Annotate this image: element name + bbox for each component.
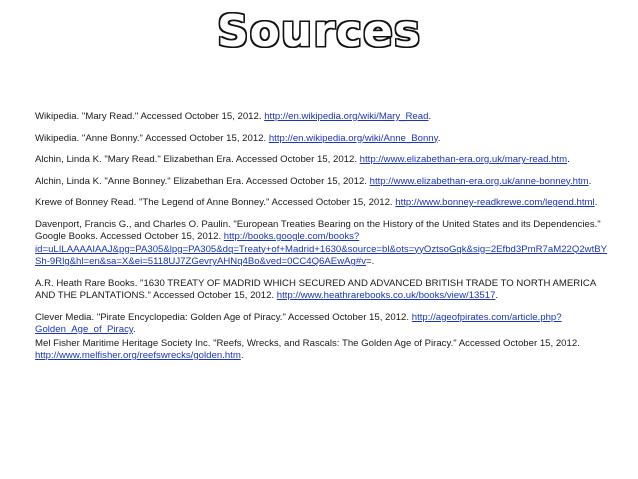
reference-text: Mel Fisher Maritime Heritage Society Inc. "Reefs, Wrecks, and Rascals: The Golden Age of Piracy." Accessed October 15, 2012. [35, 337, 580, 349]
reference-text: Davenport, Francis G., and Charles O. Paulin. "European Treaties Bearing on the History of the United States and its Dependencies." Google Books. Accessed October 15, 2012. [35, 218, 601, 242]
reference-item [35, 312, 610, 337]
reference-link[interactable]: http://ageofpirates.com/article.php?Golden_Age_of_Piracy [35, 311, 562, 335]
reference-link[interactable]: http://www.bonney-readkrewe.com/legend.html [395, 197, 595, 208]
reference-link[interactable]: http://www.elizabethan-era.org.uk/mary-read.htm [359, 154, 568, 165]
reference-item [35, 219, 610, 269]
reference-link[interactable]: http://www.heathrarebooks.co.uk/books/view/13517 [276, 290, 496, 301]
reference-item [35, 133, 610, 146]
reference-item [35, 176, 610, 189]
reference-tail: . [594, 197, 598, 208]
reference-tail: . [428, 111, 432, 122]
title-container [0, 6, 638, 58]
reference-item [35, 154, 610, 167]
reference-text: Krewe of Bonney Read. "The Legend of Anne Bonney." Accessed October 15, 2012. [35, 197, 396, 208]
reference-link[interactable]: http://en.wikipedia.org/wiki/Mary_Read [264, 111, 429, 122]
reference-tail: . [437, 132, 441, 144]
reference-text: Wikipedia. "Anne Bonny." Accessed October 15, 2012. [35, 132, 269, 144]
reference-text: Alchin, Linda K. "Mary Read." Elizabethan Era. Accessed October 15, 2012. [35, 154, 360, 165]
reference-tail: . [132, 324, 136, 335]
reference-tail: . [240, 350, 244, 361]
reference-link[interactable]: http://books.google.com/books?id=uLILAAAAIAAJ&pg=PA305&lpg=PA305&dq=Treaty+of+Madrid+1630&source=bl&ots=yyOztsoGqk&sig=2Efbd3PmR7aM22Q2wtBYSh-9Rlg&hl=en&sa=X&ei=5118UJ7ZGevryAHNq4Bo&ved=0CC4Q6AEwAg#v [35, 231, 608, 267]
reference-item [35, 278, 610, 303]
reference-link[interactable]: http://www.elizabethan-era.org.uk/anne-bonney.htm [369, 175, 589, 187]
reference-tail: . [588, 175, 592, 187]
reference-text: Alchin, Linda K. "Anne Bonney." Elizabethan Era. Accessed October 15, 2012. [35, 175, 370, 187]
reference-item [35, 197, 610, 210]
reference-link[interactable]: http://www.melfisher.org/reefswrecks/golden.htm [35, 350, 241, 361]
reference-tail: =. [366, 256, 375, 267]
reference-text: Wikipedia. "Mary Read." Accessed October 15, 2012. [35, 111, 265, 122]
reference-link[interactable]: http://en.wikipedia.org/wiki/Anne_Bonny [268, 132, 438, 144]
reference-tail: . [495, 290, 499, 301]
slide-title: Sources [216, 6, 422, 57]
reference-item [35, 338, 610, 363]
reference-text: A.R. Heath Rare Books. "1630 TREATY OF MADRID WHICH SECURED AND ADVANCED BRITISH TRADE TO NORTH AMERICA AND THE PLANTATIONS." Accessed October 15, 2012. [35, 277, 596, 301]
reference-text: Clever Media. "Pirate Encyclopedia: Golden Age of Piracy." Accessed October 15, 2012. [35, 311, 412, 323]
reference-item [35, 111, 610, 124]
reference-list [35, 111, 610, 372]
reference-tail: . [567, 154, 570, 165]
